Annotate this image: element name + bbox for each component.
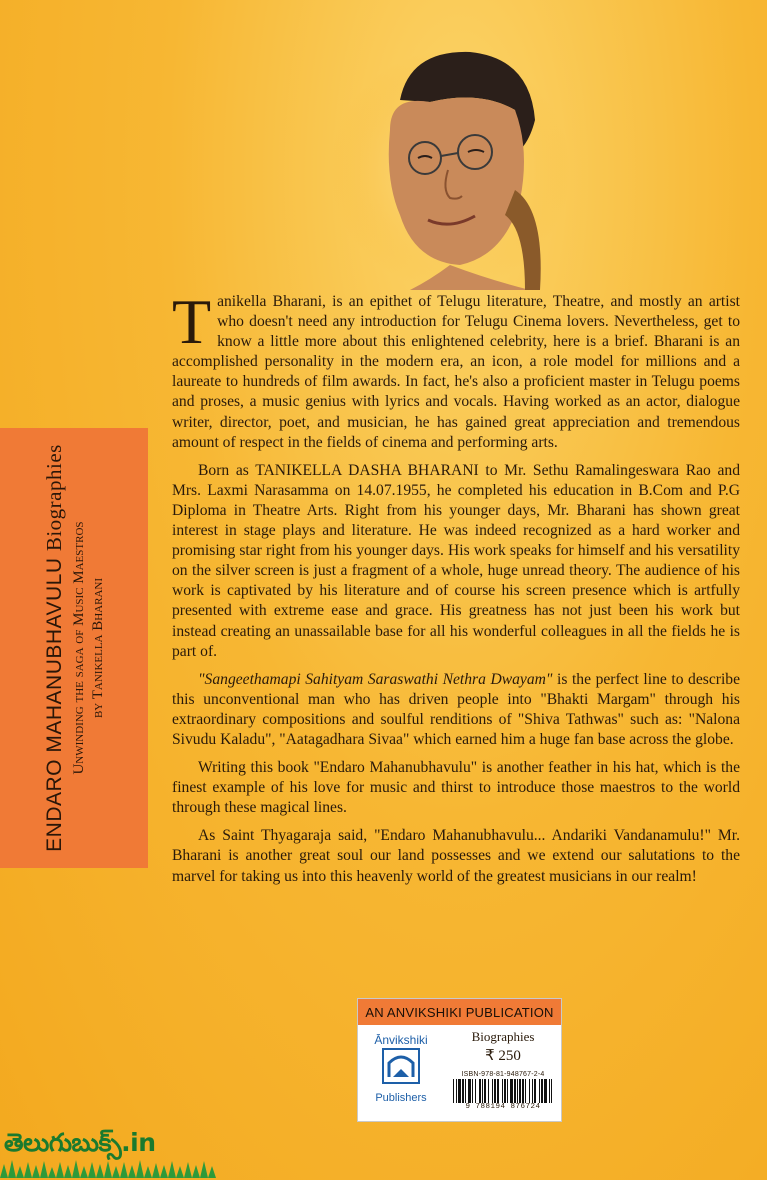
blurb-paragraph-5: As Saint Thyagaraja said, "Endaro Mahanubhavulu... Andariki Vandanamulu!" Mr. Bharani is another great soul our land possesses and we extend our salutations to the marvel for taking us into this heavenly world of the greatest musicians in our realm!	[172, 827, 740, 885]
barcode-bar	[484, 1079, 486, 1103]
barcode-icon	[451, 1079, 555, 1103]
spine-band	[0, 428, 148, 868]
barcode-bar	[514, 1079, 516, 1103]
publisher-logo-name: Ānvikshiki	[374, 1033, 428, 1047]
barcode-bar	[517, 1079, 518, 1103]
barcode-bar	[519, 1079, 521, 1103]
barcode-bar	[453, 1079, 454, 1103]
barcode-bar	[507, 1079, 508, 1103]
barcode-bar	[532, 1079, 533, 1103]
author-portrait	[330, 40, 570, 290]
barcode-bar	[551, 1079, 552, 1103]
barcode-bar	[456, 1079, 457, 1103]
grass-decoration-icon	[0, 1156, 220, 1178]
barcode-bar	[475, 1079, 476, 1103]
book-title: ENDARO MAHANUBHAVULU Biographies	[41, 444, 66, 852]
barcode-bar	[525, 1079, 526, 1103]
barcode-bar	[549, 1079, 550, 1103]
barcode-bar	[534, 1079, 536, 1103]
barcode-bar	[541, 1079, 543, 1103]
blurb-text	[172, 286, 740, 895]
barcode-bar	[482, 1079, 483, 1103]
barcode-bar	[462, 1079, 464, 1103]
publisher-logo	[366, 1031, 436, 1117]
blurb-paragraph-2: Born as TANIKELLA DASHA BHARANI to Mr. Sethu Ramalingeswara Rao and Mrs. Laxmi Narasamma on 14.07.1955, he completed his education in B.Com and P.G Diploma in Theatre Arts. Right from his younger days, Mr. Bharani has shown great interest in stage plays and literature. He was indeed recognized as a hard worker and promising star right from his younger days. His work speaks for himself and his versatility on the silver screen is just a fragment of a whole, huge unread theory. The audience of his work is captivated by his literature and of course his screen presence which is artfully presented with extreme ease and grace. His greatness has not just been his work but instead creating an unassailable base for all his wonderful colleagues in all the fields he is part of.	[172, 461, 740, 660]
isbn-label: ISBN-978-81-948767-2-4	[461, 1071, 545, 1078]
blurb-paragraph-3: "Sangeethamapi Sahityam Saraswathi Nethra Dwayam" is the perfect line to describe this unconventional man who has driven people into "Bhakti Margam" through his extraordinary compositions and soulful renditions of "Shiva Tathwas" such as: "Nalona Sivudu Kaladu", "Aatagadhara Sivaa" which earned him a huge fan base across the globe.	[172, 670, 740, 748]
barcode-bar	[492, 1079, 493, 1103]
dropcap-letter: T	[172, 286, 212, 357]
barcode-bar	[465, 1079, 466, 1103]
barcode-bar	[539, 1079, 540, 1103]
barcode-bar	[522, 1079, 524, 1103]
barcode-bar	[458, 1079, 461, 1103]
barcode-bar	[510, 1079, 513, 1103]
barcode-bar	[488, 1079, 489, 1103]
site-watermark: తెలుగుబుక్స్.in	[4, 1128, 156, 1157]
barcode-bar	[544, 1079, 547, 1103]
barcode-bar	[502, 1079, 503, 1103]
book-genre: Biographies	[471, 1029, 535, 1044]
barcode-bar	[504, 1079, 506, 1103]
barcode-bar	[468, 1079, 471, 1103]
blurb-paragraph-4: Writing this book "Endaro Mahanubhavulu" is another feather in his hat, which is the finest example of his love for music and thirst to introduce those maestros to the world through these magical lines.	[172, 759, 740, 817]
book-author: by Tanikella Bharani	[89, 577, 106, 719]
barcode-bar	[494, 1079, 496, 1103]
book-category: Biographies	[41, 444, 66, 552]
book-arch-icon	[381, 1047, 421, 1085]
barcode-bar	[529, 1079, 530, 1103]
barcode-bar	[497, 1079, 499, 1103]
publisher-banner: AN ANVIKSHIKI PUBLICATION	[358, 999, 561, 1025]
book-subtitle: Unwinding the saga of Music Maestros	[70, 521, 87, 775]
blurb-paragraph-1: Tanikella Bharani, is an epithet of Telugu literature, Theatre, and mostly an artist who doesn't need any introduction for Telugu Cinema lovers. Nevertheless, get to know a little more about this enlightened celebrity, here is a brief. Bharani is an accomplished personality in the modern era, an icon, a role model for millions and a laureate to hundreds of film awards. In fact, he's also a proficient master in Telugu poems and proses, a music genius with lyrics and vocals. Having worked as an actor, dialogue writer, director, poet, and musician, he has gained great appreciation and tremendous amount of respect in the fields of cinema and performing arts.	[172, 286, 740, 451]
book-price: ₹ 250	[485, 1048, 521, 1064]
barcode-bar	[472, 1079, 473, 1103]
barcode-number: 9 788194 876724	[465, 1103, 541, 1111]
publisher-logo-sub: Publishers	[375, 1092, 427, 1104]
spine-text	[0, 428, 148, 868]
publisher-box	[357, 998, 562, 1122]
barcode-bar	[479, 1079, 481, 1103]
book-meta	[448, 1029, 558, 1111]
